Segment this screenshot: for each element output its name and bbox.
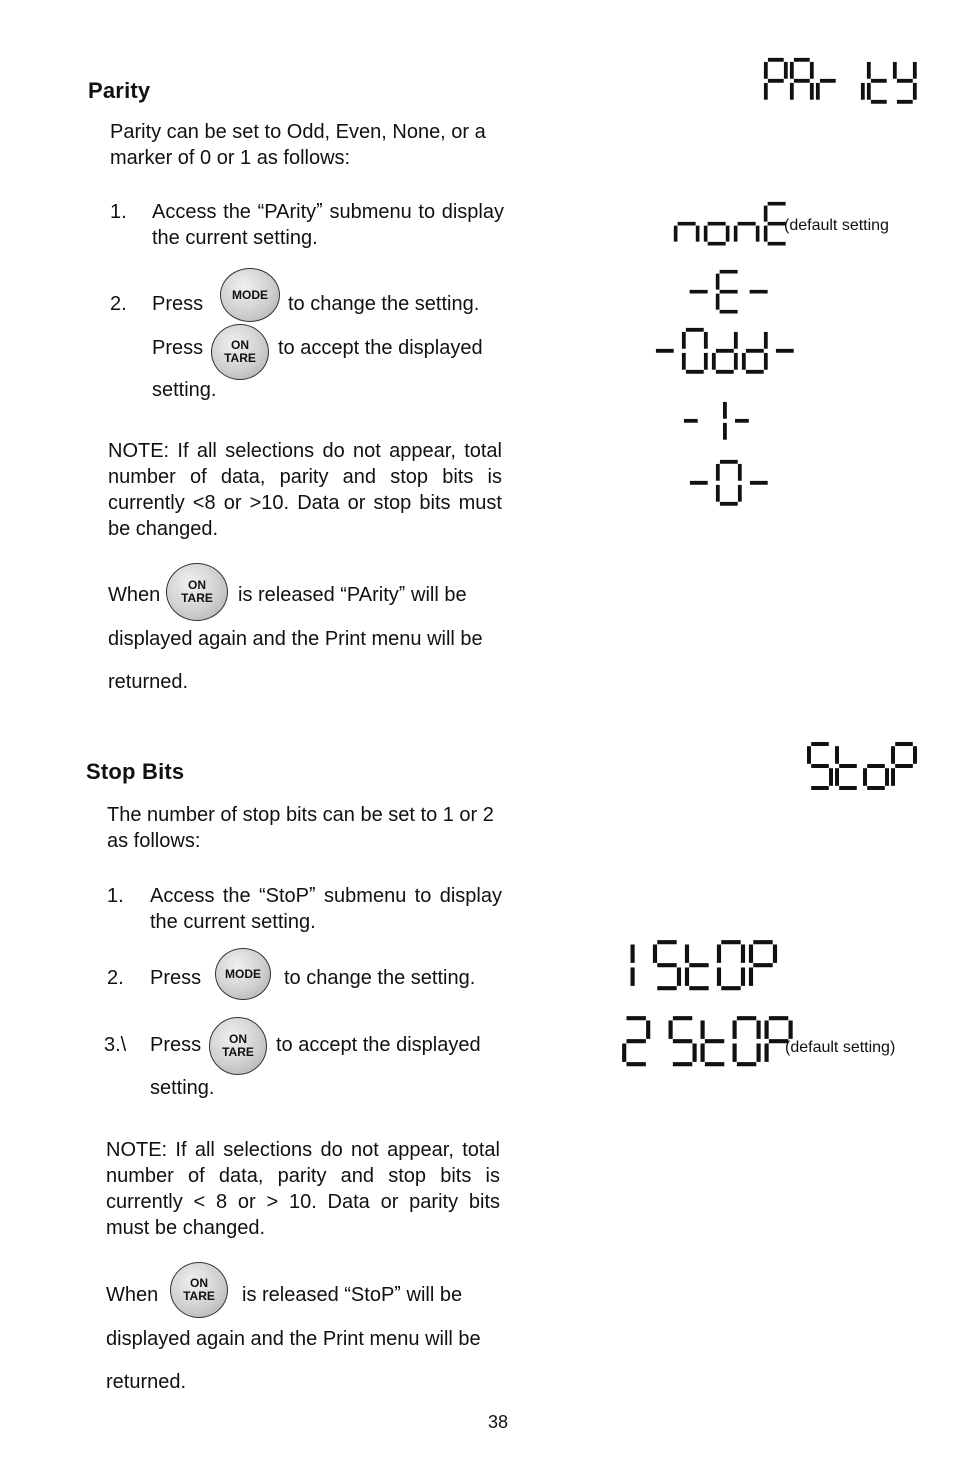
on-tare-key-icon xyxy=(170,1262,228,1318)
lcd-glyph xyxy=(818,81,836,100)
lcd-one-stop xyxy=(620,938,780,993)
lcd-readout-svg xyxy=(805,740,919,792)
on-tare-key-icon xyxy=(209,1017,267,1075)
parity-step1-number: 1. xyxy=(110,201,127,223)
lcd-glyph xyxy=(706,224,728,244)
lcd-glyph xyxy=(893,744,915,786)
mode-key-icon xyxy=(220,268,280,322)
stop-when-suffix: is released “StoPˮ will be xyxy=(242,1284,463,1306)
lcd-glyph xyxy=(792,60,812,100)
lcd-readout-svg xyxy=(684,268,774,316)
mode-key-label: MODE xyxy=(232,287,268,302)
lcd-glyph xyxy=(766,204,786,244)
two-stop-default-note: (default setting) xyxy=(785,1039,896,1056)
lcd-glyph xyxy=(869,62,887,102)
lcd-glyph xyxy=(703,1020,725,1064)
lcd-none xyxy=(672,200,792,248)
lcd-glyph xyxy=(671,1018,695,1064)
lcd-glyph xyxy=(655,942,679,988)
stop-step3-press-label: Press xyxy=(150,1034,202,1056)
lcd-glyph xyxy=(736,224,758,242)
parity-step2-press-label: Press xyxy=(152,293,204,315)
stop-step1-text: Access the “StoPˮ submenu to display the current setting. xyxy=(150,885,502,933)
lcd-glyph xyxy=(744,332,766,372)
stop-step3-accept-text: to accept the displayed xyxy=(276,1034,481,1056)
lcd-stop-title xyxy=(805,740,919,792)
stop-step2-press-label: Press xyxy=(150,967,202,989)
lcd-two-stop xyxy=(620,1014,795,1069)
lcd-readout-svg xyxy=(620,1014,795,1069)
lcd-parity-title xyxy=(762,56,919,106)
parity-step2-tail: setting. xyxy=(152,379,217,401)
stop-when-prefix: When xyxy=(106,1284,159,1306)
parity-when-line3: returned. xyxy=(108,671,189,693)
none-default-note: (default setting xyxy=(784,217,889,234)
stop-step3-number: 3.\ xyxy=(104,1034,127,1056)
on-key-label: ON xyxy=(229,1032,247,1046)
tare-key-label: TARE xyxy=(224,351,256,365)
stop-when-line3: returned. xyxy=(106,1371,187,1393)
parity-note: NOTE: If all selections do not appear, total number of data, parity and stop bits is currently <8 or >10. Data or stop bits must be changed. xyxy=(108,440,502,540)
lcd-glyph xyxy=(766,60,786,100)
lcd-one xyxy=(678,396,755,446)
tare-key-label: TARE xyxy=(181,591,213,605)
lcd-readout-svg xyxy=(684,458,774,508)
parity-step2-change-text: to change the setting. xyxy=(288,293,480,315)
stop-bits-heading: Stop Bits xyxy=(86,759,185,784)
lcd-readout-svg xyxy=(678,396,755,446)
lcd-glyph xyxy=(718,462,740,504)
lcd-glyph xyxy=(865,766,887,788)
mode-key-label: MODE xyxy=(225,966,261,981)
lcd-glyph xyxy=(684,330,706,372)
lcd-glyph xyxy=(719,942,743,988)
tare-key-label: TARE xyxy=(222,1045,254,1059)
lcd-glyph xyxy=(624,1018,648,1064)
parity-step2-press2-label: Press xyxy=(152,337,204,359)
lcd-glyph xyxy=(809,744,831,788)
lcd-glyph xyxy=(714,332,736,372)
lcd-glyph xyxy=(676,224,698,242)
parity-when-prefix: When xyxy=(108,584,161,606)
parity-step2-number: 2. xyxy=(110,293,127,315)
parity-when-suffix: is released “PArityˮ will be xyxy=(238,584,467,606)
lcd-glyph xyxy=(735,1018,759,1064)
lcd-zero xyxy=(684,458,774,508)
on-key-label: ON xyxy=(190,1276,208,1290)
on-key-label: ON xyxy=(188,578,206,592)
stop-step1-number: 1. xyxy=(107,885,124,907)
lcd-glyph xyxy=(687,944,709,988)
stop-when-line2: displayed again and the Print menu will be xyxy=(106,1328,481,1350)
mode-key-icon xyxy=(215,948,271,1000)
parity-heading: Parity xyxy=(88,78,151,103)
lcd-glyph xyxy=(751,942,775,986)
page-number: 38 xyxy=(488,1412,509,1432)
parity-when-line2: displayed again and the Print menu will be xyxy=(108,628,483,650)
lcd-readout-svg xyxy=(650,326,800,376)
lcd-odd xyxy=(650,326,800,376)
lcd-readout-svg xyxy=(762,56,919,106)
lcd-glyph xyxy=(895,62,915,102)
tare-key-label: TARE xyxy=(183,1289,215,1303)
stop-step2-number: 2. xyxy=(107,967,124,989)
parity-intro: Parity can be set to Odd, Even, None, or a marker of 0 or 1 as follows: xyxy=(110,121,486,169)
lcd-readout-svg xyxy=(620,938,780,993)
parity-step1-text: Access the “PArityˮ submenu to display the current setting. xyxy=(152,201,504,249)
stop-bits-intro: The number of stop bits can be set to 1 or 2 as follows: xyxy=(107,804,494,852)
stop-step3-tail: setting. xyxy=(150,1077,215,1099)
parity-step2-accept-text: to accept the displayed xyxy=(278,337,483,359)
lcd-glyph xyxy=(718,272,738,312)
on-tare-key-icon xyxy=(211,324,269,380)
lcd-glyph xyxy=(837,746,857,788)
lcd-even xyxy=(684,268,774,316)
on-tare-key-icon xyxy=(166,563,228,621)
stop-step2-change-text: to change the setting. xyxy=(284,967,476,989)
lcd-readout-svg xyxy=(672,200,792,248)
on-key-label: ON xyxy=(231,338,249,352)
stop-bits-note: NOTE: If all selections do not appear, total number of data, parity and stop bits is currently < 8 or > 10. Data or parity bits must be changed. xyxy=(106,1139,500,1239)
